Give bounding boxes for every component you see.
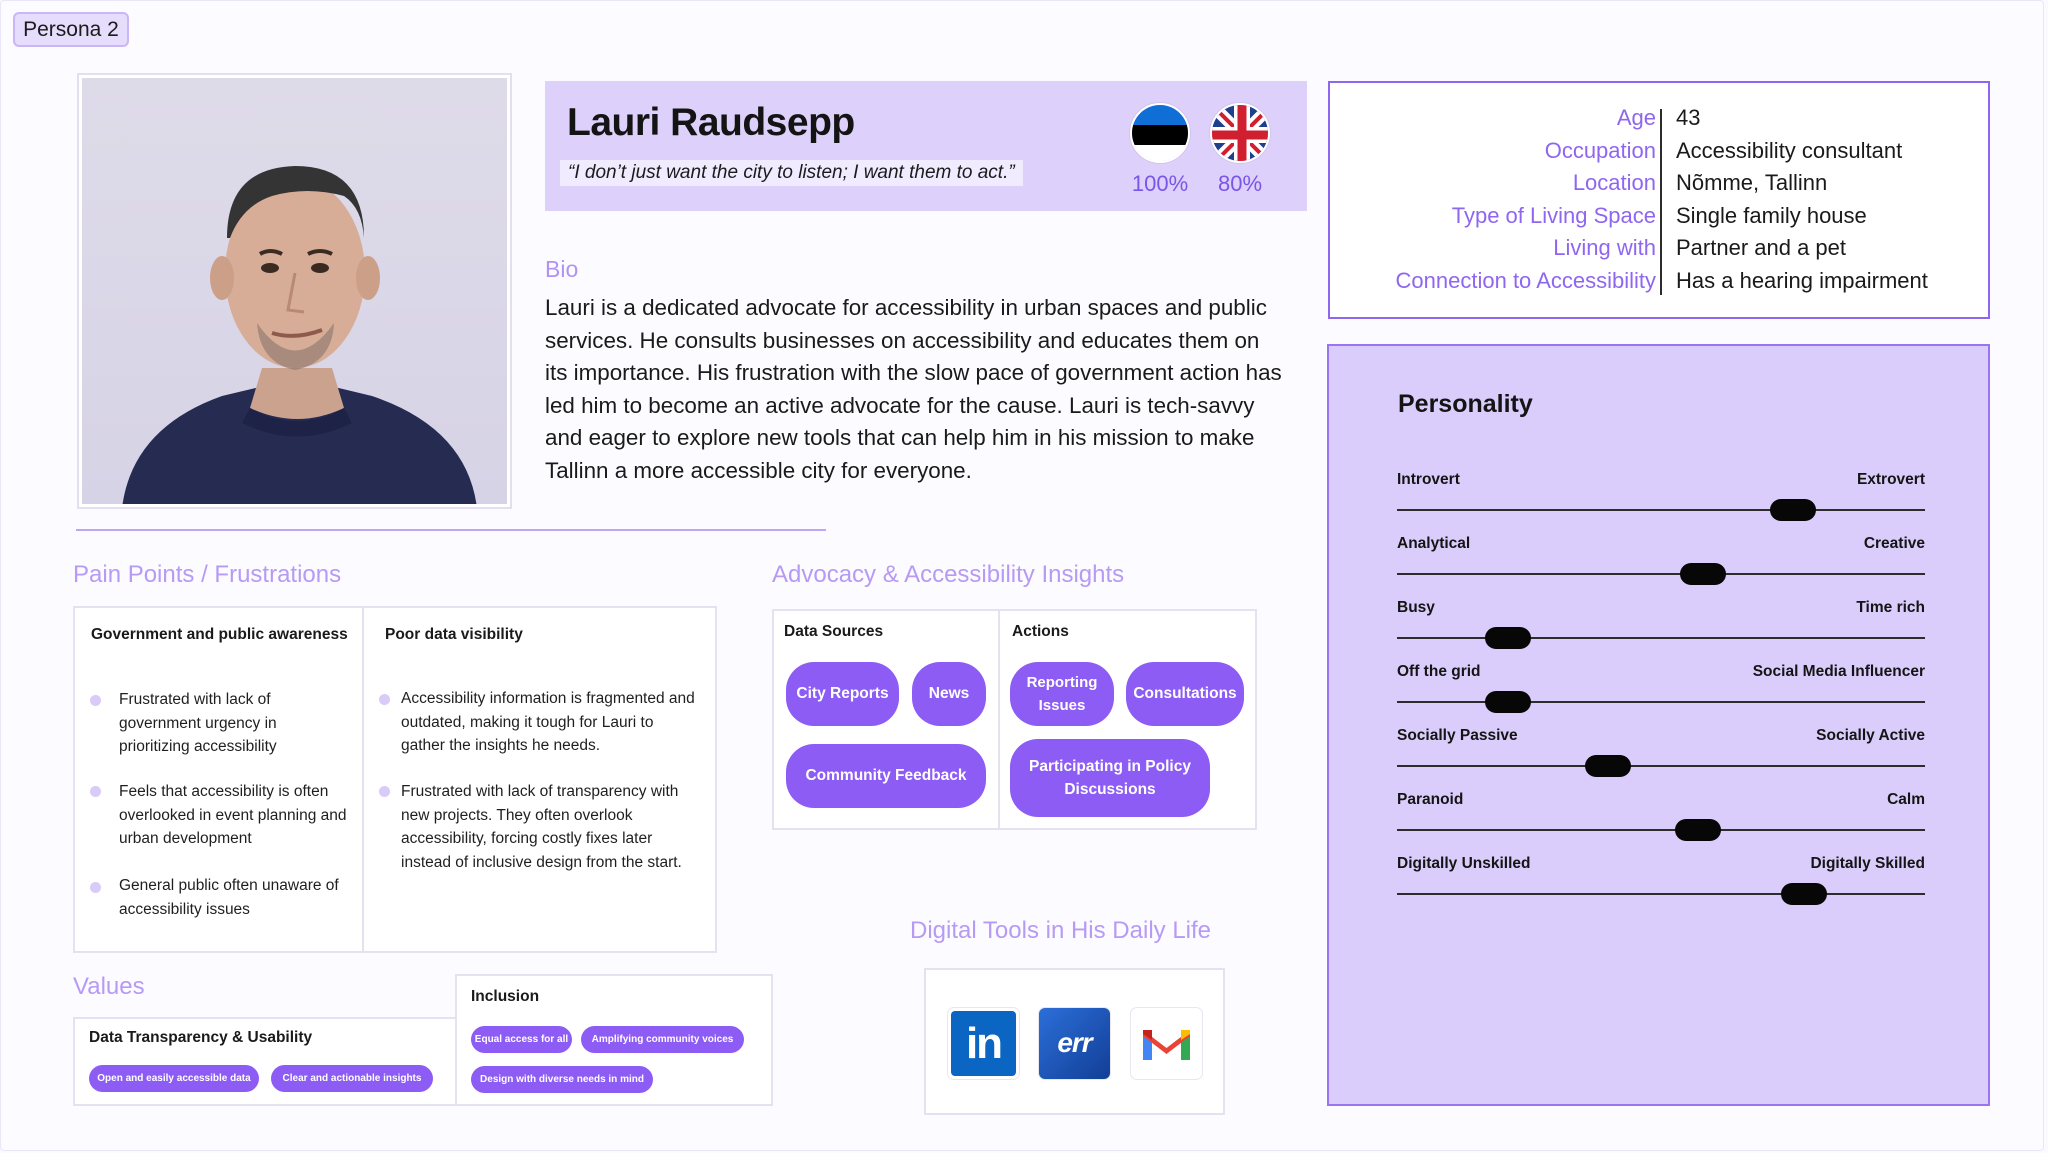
action-consultations[interactable]: Consultations: [1126, 662, 1244, 726]
pain-item: Frustrated with lack of transparency with new projects. They often overlook accessibility, forcing costly fixes later instead of inclusive design from the start.: [401, 783, 682, 871]
info-value-living-with: Partner and a pet: [1676, 235, 1847, 261]
info-value-connection: Has a hearing impairment: [1676, 267, 1928, 293]
slider-knob[interactable]: [1485, 691, 1531, 713]
profile-photo: [77, 73, 512, 509]
demographics-card: [1328, 81, 1990, 319]
portrait-image: [82, 78, 507, 504]
err-icon[interactable]: [1039, 1008, 1110, 1079]
trait-slider[interactable]: [1397, 535, 1925, 595]
slider-knob[interactable]: [1585, 755, 1631, 777]
trait-left-label: Introvert: [1397, 471, 1460, 488]
advocacy-heading: Advocacy & Accessibility Insights: [772, 561, 1125, 588]
pain-column-heading: Poor data visibility: [385, 626, 523, 643]
action-policy-discussions[interactable]: Participating in Policy Discussions: [1010, 739, 1210, 817]
estonian-language-level: 100%: [1131, 171, 1189, 196]
info-label-living-space: Type of Living Space: [1451, 202, 1656, 228]
gmail-icon[interactable]: [1131, 1008, 1202, 1079]
pain-item: General public often unaware of accessibility issues: [119, 877, 339, 918]
slider-track[interactable]: [1397, 509, 1925, 511]
pain-column-heading: Government and public awareness: [91, 626, 348, 643]
trait-slider[interactable]: [1397, 855, 1925, 915]
bullet-icon: [90, 882, 101, 893]
slider-track[interactable]: [1397, 573, 1925, 575]
trait-slider[interactable]: [1397, 663, 1925, 723]
value-pill[interactable]: Open and easily accessible data: [89, 1065, 259, 1092]
portrait-illustration: [82, 78, 507, 504]
slider-knob[interactable]: [1485, 627, 1531, 649]
values-heading: Values: [73, 973, 145, 1000]
trait-right-label: Socially Active: [1816, 727, 1925, 744]
trait-slider[interactable]: [1397, 471, 1925, 531]
info-label-location: Location: [1572, 170, 1656, 196]
persona-tag[interactable]: Persona 2: [13, 12, 129, 47]
slider-track[interactable]: [1397, 893, 1925, 895]
slider-track[interactable]: [1397, 765, 1925, 767]
values-group-heading: Data Transparency & Usability: [89, 1029, 313, 1046]
bullet-icon: [90, 786, 101, 797]
trait-slider[interactable]: [1397, 791, 1925, 851]
info-value-age: 43: [1676, 105, 1701, 130]
trait-slider[interactable]: [1397, 599, 1925, 659]
linkedin-icon[interactable]: [948, 1008, 1019, 1079]
value-pill[interactable]: Amplifying community voices: [581, 1026, 744, 1053]
trait-left-label: Analytical: [1397, 535, 1471, 552]
slider-knob[interactable]: [1770, 499, 1816, 521]
advocacy-table: [772, 609, 1257, 830]
info-label-connection: Connection to Accessibility: [1395, 267, 1656, 293]
slider-knob[interactable]: [1680, 563, 1726, 585]
trait-left-label: Digitally Unskilled: [1397, 855, 1531, 872]
trait-left-label: Busy: [1397, 599, 1435, 616]
source-community-feedback[interactable]: Community Feedback: [786, 744, 986, 808]
bullet-icon: [379, 786, 390, 797]
trait-left-label: Paranoid: [1397, 791, 1464, 808]
digital-tools-heading: Digital Tools in His Daily Life: [910, 917, 1212, 944]
bio-heading: Bio: [545, 256, 579, 282]
pain-item: Frustrated with lack of government urgency in prioritizing accessibility: [119, 691, 277, 755]
pain-points-heading: Pain Points / Frustrations: [73, 561, 342, 588]
info-value-occupation: Accessibility consultant: [1676, 137, 1903, 163]
pain-item: Feels that accessibility is often overlooked in event planning and urban development: [119, 783, 347, 847]
value-pill[interactable]: Equal access for all: [471, 1026, 572, 1053]
bullet-icon: [90, 695, 101, 706]
value-pill[interactable]: Design with diverse needs in mind: [471, 1066, 653, 1093]
trait-right-label: Extrovert: [1856, 471, 1925, 488]
info-divider: [1660, 109, 1662, 295]
pain-points-table: [73, 606, 717, 953]
trait-slider[interactable]: [1397, 727, 1925, 787]
action-reporting-issues[interactable]: Reporting Issues: [1010, 662, 1114, 726]
slider-track[interactable]: [1397, 829, 1925, 831]
source-city-reports[interactable]: City Reports: [786, 662, 899, 726]
trait-right-label: Calm: [1887, 791, 1925, 808]
info-label-occupation: Occupation: [1544, 137, 1656, 163]
digital-tools-box: [924, 968, 1225, 1115]
bullet-icon: [379, 694, 390, 705]
info-label-living-with: Living with: [1553, 235, 1656, 261]
persona-quote: “I don’t just want the city to listen; I want them to act.”: [560, 160, 1023, 186]
bio-text: Lauri is a dedicated advocate for accessibility in urban spaces and public services. He consults businesses on accessibility and educates them on its importance. His frustration with the slow pace of government action has led him to become an active advocate for the cause. Lauri is tech-savvy and eager to explore new tools that can help him in his mission to make Tallinn a more accessible city for everyone.: [545, 295, 1282, 483]
slider-knob[interactable]: [1675, 819, 1721, 841]
persona-name: Lauri Raudsepp: [567, 101, 855, 144]
slider-track[interactable]: [1397, 701, 1925, 703]
values-data-transparency: [73, 1017, 457, 1106]
info-value-location: Nõmme, Tallinn: [1676, 170, 1828, 196]
linkedin-logo: in: [951, 1011, 1016, 1076]
column-divider: [362, 608, 364, 951]
uk-flag-icon: [1210, 103, 1270, 163]
err-logo: err: [1057, 1027, 1092, 1058]
personality-heading: Personality: [1398, 390, 1533, 418]
source-news[interactable]: News: [912, 662, 986, 726]
values-inclusion: [455, 974, 773, 1106]
trait-left-label: Off the grid: [1397, 663, 1481, 680]
actions-heading: Actions: [1012, 623, 1069, 640]
column-divider: [998, 611, 1000, 828]
gmail-logo: [1131, 1008, 1202, 1079]
info-value-living-space: Single family house: [1676, 202, 1867, 228]
section-divider: [76, 529, 826, 531]
english-language-level: 80%: [1217, 171, 1263, 196]
slider-knob[interactable]: [1781, 883, 1827, 905]
info-label-age: Age: [1616, 105, 1656, 130]
estonia-flag-icon: [1130, 103, 1190, 163]
trait-right-label: Time rich: [1856, 599, 1925, 616]
trait-right-label: Digitally Skilled: [1810, 855, 1925, 872]
trait-left-label: Socially Passive: [1397, 727, 1518, 744]
value-pill[interactable]: Clear and actionable insights: [271, 1065, 433, 1092]
personality-panel: [1327, 344, 1990, 1106]
values-group-heading: Inclusion: [471, 988, 540, 1005]
trait-right-label: Social Media Influencer: [1752, 663, 1925, 680]
slider-track[interactable]: [1397, 637, 1925, 639]
data-sources-heading: Data Sources: [784, 623, 884, 640]
trait-right-label: Creative: [1863, 535, 1925, 552]
pain-item: Accessibility information is fragmented and outdated, making it tough for Lauri to gather the insights he needs.: [401, 690, 695, 754]
